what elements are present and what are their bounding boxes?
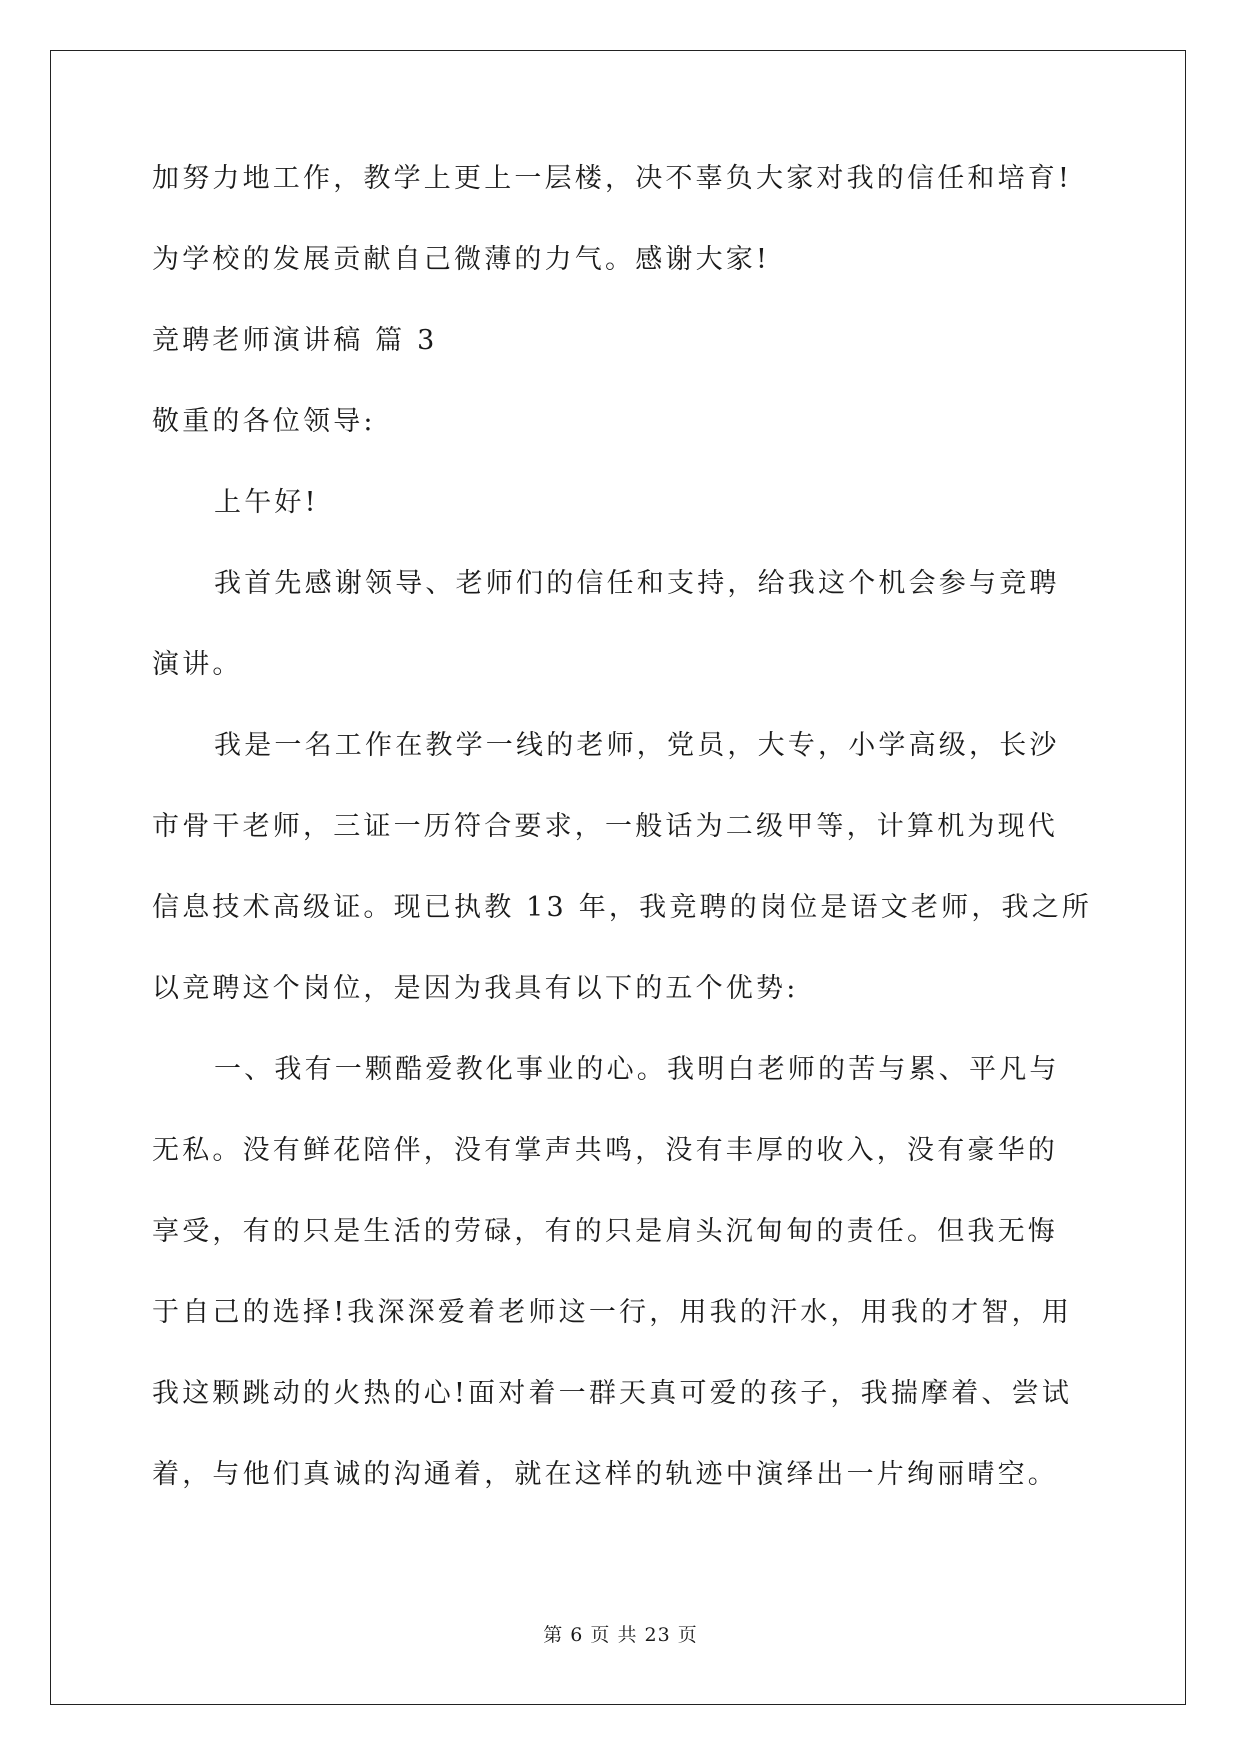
text-line: 享受，有的只是生活的劳碌，有的只是肩头沉甸甸的责任。但我无悔 xyxy=(152,1216,1058,1247)
greeting: 上午好! xyxy=(214,487,319,518)
section-heading: 竞聘老师演讲稿 篇 3 xyxy=(152,325,438,356)
text-line: 演讲。 xyxy=(152,649,243,680)
text-line: 一、我有一颗酷爱教化事业的心。我明白老师的苦与累、平凡与 xyxy=(214,1054,1060,1085)
text-line: 市骨干老师，三证一历符合要求，一般话为二级甲等，计算机为现代 xyxy=(152,811,1058,842)
text-line: 我是一名工作在教学一线的老师，党员，大专，小学高级，长沙 xyxy=(214,730,1060,761)
text-line: 为学校的发展贡献自己微薄的力气。感谢大家! xyxy=(152,244,771,275)
text-line: 无私。没有鲜花陪伴，没有掌声共鸣，没有丰厚的收入，没有豪华的 xyxy=(152,1135,1058,1166)
page-footer: 第 6 页 共 23 页 xyxy=(543,1624,698,1646)
text-line: 我这颗跳动的火热的心!面对着一群天真可爱的孩子，我揣摩着、尝试 xyxy=(152,1378,1073,1409)
text-line: 信息技术高级证。现已执教 13 年，我竞聘的岗位是语文老师，我之所 xyxy=(152,892,1093,923)
text-line: 着，与他们真诚的沟通着，就在这样的轨迹中演绎出一片绚丽晴空。 xyxy=(152,1459,1058,1490)
text-line: 于自己的选择!我深深爱着老师这一行，用我的汗水，用我的才智，用 xyxy=(152,1297,1073,1328)
document-body xyxy=(152,165,1092,1542)
text-line: 我首先感谢领导、老师们的信任和支持，给我这个机会参与竞聘 xyxy=(214,568,1060,599)
salutation: 敬重的各位领导: xyxy=(152,406,376,437)
text-line: 以竞聘这个岗位，是因为我具有以下的五个优势: xyxy=(152,973,799,1004)
text-line: 加努力地工作，教学上更上一层楼，决不辜负大家对我的信任和培育! xyxy=(152,163,1073,194)
